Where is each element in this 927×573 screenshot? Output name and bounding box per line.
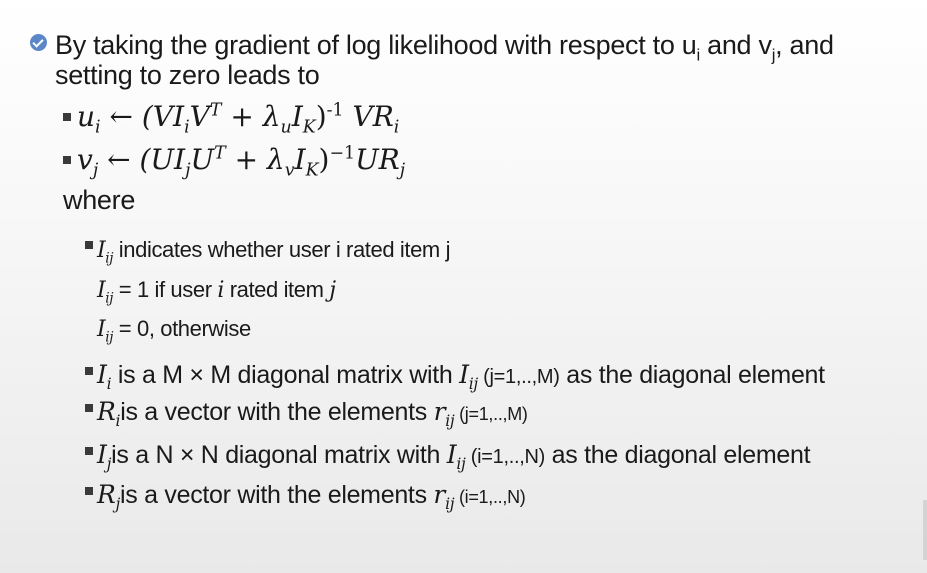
item-Rj-definition: $R_jis$ a vector with the elements $r_{ij}$ (i=1,..,N) bbox=[85, 480, 525, 510]
square-bullet-icon bbox=[63, 113, 71, 121]
square-bullet-icon bbox=[85, 367, 93, 375]
main-bullet-line2: setting to zero leads to bbox=[55, 60, 320, 90]
indicator-definition: $I_{ij}$ indicates whether user i rated item j bbox=[85, 237, 450, 263]
square-bullet-icon bbox=[85, 241, 93, 249]
square-bullet-icon bbox=[85, 447, 93, 455]
item-Ij-definition: $I_jis$ a N × N diagonal matrix with $I_{ij}$ (i=1,..,N) as the diagonal element bbox=[85, 440, 810, 470]
where-label: where bbox=[63, 185, 136, 215]
checkmark-bullet-icon bbox=[30, 34, 47, 51]
item-Ri-definition: $R_iis$ a vector with the elements $r_{ij}$ (j=1,..,M) bbox=[85, 397, 528, 427]
item-Ii-definition: $I_i$ is a M × M diagonal matrix with $I_{ij}$ (j=1,..,M) as the diagonal element bbox=[85, 360, 825, 390]
indicator-case-rated: $I_{ij} = 1$ if user i rated item j bbox=[97, 277, 336, 307]
indicator-case-otherwise: $I_{ij} = 0$, otherwise bbox=[97, 316, 251, 346]
equation-u-update: $u_i$ ← $(VI_iV^T + \lambda_uI_K)^{-1}$ $VR_i$ bbox=[63, 100, 399, 133]
scrollbar[interactable] bbox=[923, 500, 927, 560]
square-bullet-icon bbox=[85, 404, 93, 412]
equation-v-update: $v_j$ ← $(UI_jU^T + \lambda_vI_K)^{-1}UR_j$ bbox=[63, 143, 405, 176]
main-bullet-line1: By taking the gradient of log likelihood with respect to $u_i$ and $v_j$, and bbox=[55, 30, 834, 65]
square-bullet-icon bbox=[85, 487, 93, 495]
square-bullet-icon bbox=[63, 156, 71, 164]
